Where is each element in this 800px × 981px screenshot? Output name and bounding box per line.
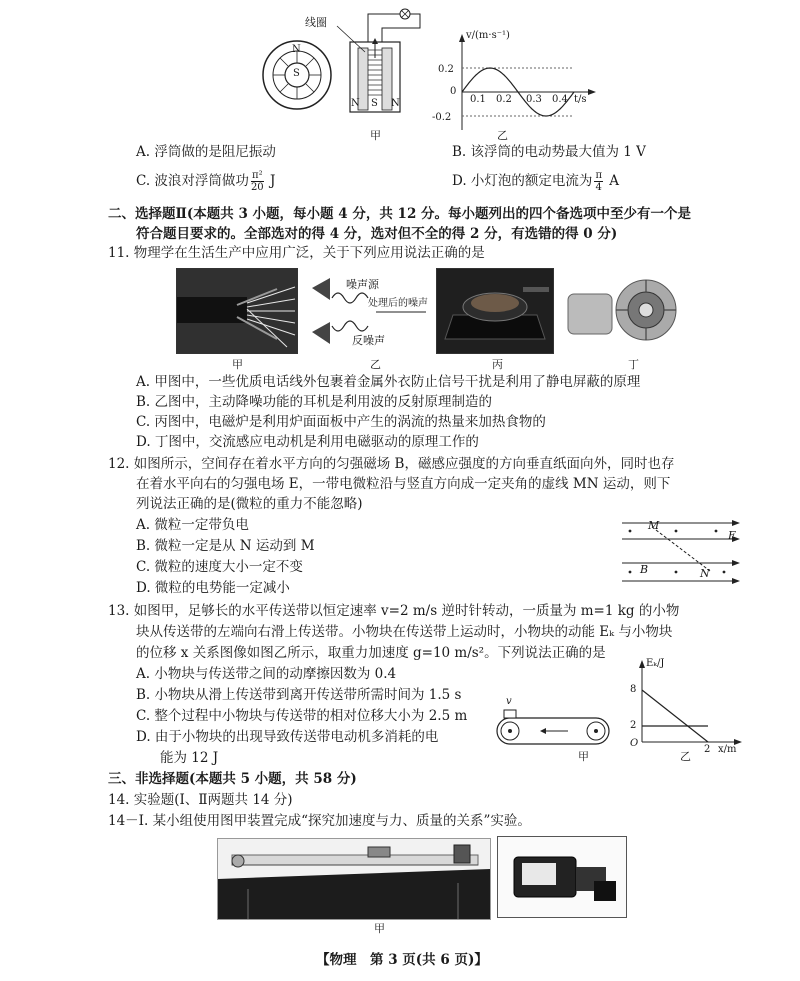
graph-ytick-pos: 0.2: [438, 64, 454, 75]
q10-velocity-graph: [420, 30, 600, 130]
q13-graph-y8: 8: [630, 684, 637, 695]
q11-caption-bing: 丙: [492, 358, 503, 371]
q13-option-d: D. 由于小物块的出现导致传送带电动机多消耗的电: [136, 729, 439, 745]
photo-track-apparatus: [217, 838, 491, 920]
q13-option-a: A. 小物块与传送带之间的动摩擦因数为 0.4: [136, 666, 397, 682]
q12-option-a: A. 微粒一定带负电: [136, 517, 249, 533]
photo-timer-device: [497, 836, 627, 918]
q12-field-diagram: [618, 515, 748, 593]
photo-induction-cooker: [436, 268, 554, 354]
q11-option-c: C. 丙图中，电磁炉是利用炉面面板中产生的涡流的热量来加热食物的: [136, 414, 546, 430]
q12-stem-line3: 列说法正确的是(微粒的重力不能忽略): [136, 496, 363, 512]
graph-ytick-neg: -0.2: [432, 112, 452, 123]
q14-part1-stem: 14－Ⅰ. 某小组使用图甲装置完成“探究加速度与力、质量的关系”实验。: [108, 813, 531, 829]
q13-caption-jia: 甲: [578, 750, 589, 763]
graph-origin: 0: [450, 86, 457, 97]
q13-graph-y2: 2: [630, 720, 637, 731]
label-noise-source: 噪声源: [346, 278, 379, 291]
q10-figure-apparatus: [255, 0, 425, 125]
q11-caption-yi: 乙: [370, 358, 381, 371]
q13-graph-ylabel: Eₖ/J: [646, 658, 665, 669]
coil-label: 线圈: [305, 16, 327, 29]
section3-heading: 三、非选择题(本题共 5 小题，共 58 分): [108, 771, 357, 787]
photo-cable: [176, 268, 298, 354]
q12-option-b: B. 微粒一定是从 N 运动到 M: [136, 538, 315, 554]
q14-heading: 14. 实验题(Ⅰ、Ⅱ两题共 14 分): [108, 792, 293, 808]
q12-stem-line2: 在着水平向右的匀强电场 E，一带电微粒沿与竖直方向成一定夹角的虚线 MN 运动，则下: [136, 476, 671, 492]
ring-magnet-s: S: [293, 68, 300, 79]
fraction-pi-4: $\frac{\pi}{4}$: [595, 170, 603, 193]
q12-label-b: B: [640, 563, 649, 576]
q10-option-a: A. 浮筒做的是阻尼振动: [136, 144, 276, 160]
q13-conveyor-diagram: [496, 696, 612, 766]
q12-option-c: C. 微粒的速度大小一定不变: [136, 559, 303, 575]
q14-caption-jia: 甲: [374, 922, 385, 935]
q13-graph-x2: 2: [704, 744, 711, 755]
photo-induction-motor: [560, 268, 680, 352]
q11-option-a: A. 甲图中，一些优质电话线外包裹着金属外衣防止信号干扰是利用了静电屏蔽的原理: [136, 374, 641, 390]
page-footer: 【物理 第 3 页(共 6 页)】: [316, 952, 488, 968]
q12-label-m: M: [648, 519, 660, 532]
q13-caption-yi: 乙: [680, 750, 691, 763]
label-processed-noise: 处理后的噪声: [368, 298, 428, 309]
q10-option-c: C. 波浪对浮筒做功 $\frac{\text{π²}}{20}$ J: [136, 170, 276, 193]
q12-stem-line1: 12. 如图所示，空间存在着水平方向的匀强磁场 B，磁感应强度的方向垂直纸面向外，同时也存: [108, 456, 675, 472]
q13-energy-graph: [626, 660, 746, 760]
q10-option-d: D. 小灯泡的额定电流为 $\frac{\pi}{4}$ A: [452, 170, 620, 193]
q13-stem-line1: 13. 如图甲，足够长的水平传送带以恒定速率 v=2 m/s 逆时针转动，一质量为 m=1 kg 的小物: [108, 603, 680, 619]
fraction-pi2-20: $\frac{\text{π²}}{20}$: [250, 170, 264, 193]
q11-caption-jia: 甲: [232, 358, 243, 371]
graph-xtick-2: 0.2: [496, 94, 512, 105]
label-anti-noise: 反噪声: [352, 334, 385, 347]
graph-xlabel: t/s: [574, 94, 587, 105]
q10-caption-yi: 乙: [497, 129, 508, 142]
q12-option-d: D. 微粒的电势能一定减小: [136, 580, 290, 596]
diagram-noise-cancel: [306, 268, 428, 352]
q12-label-n: N: [700, 567, 710, 580]
q11-caption-ding: 丁: [628, 358, 639, 371]
ring-magnet-n-top: N: [292, 44, 301, 55]
q13-graph-origin: O: [630, 738, 639, 749]
q11-stem: 11. 物理学在生活生产中应用广泛，关于下列应用说法正确的是: [108, 245, 485, 261]
q10-caption-jia: 甲: [370, 129, 381, 142]
graph-ylabel: v/(m·s⁻¹): [466, 30, 510, 41]
q13-option-c: C. 整个过程中小物块与传送带的相对位移大小为 2.5 m: [136, 708, 468, 724]
q13-option-b: B. 小物块从滑上传送带到离开传送带所需时间为 1.5 s: [136, 687, 462, 703]
q12-label-e: E: [728, 529, 737, 542]
q11-option-d: D. 丁图中，交流感应电动机是利用电磁驱动的原理工作的: [136, 434, 479, 450]
q13-stem-line3: 的位移 x 关系图像如图乙所示，取重力加速度 g=10 m/s²。下列说法正确的是: [136, 645, 606, 661]
graph-xtick-4: 0.4: [552, 94, 568, 105]
graph-xtick-3: 0.3: [526, 94, 542, 105]
bottom-pole-1: N: [351, 98, 360, 109]
q11-option-b: B. 乙图中，主动降噪功能的耳机是利用波的反射原理制造的: [136, 394, 493, 410]
q13-graph-xlabel: x/m: [718, 744, 737, 755]
bottom-pole-3: N: [391, 98, 400, 109]
section2-heading-line1: 二、选择题Ⅱ(本题共 3 小题，每小题 4 分，共 12 分。每小题列出的四个备选项中至少有一个是: [108, 206, 692, 222]
q13-velocity-label: v: [506, 696, 512, 707]
bottom-pole-2: S: [371, 98, 378, 109]
q10-option-b: B. 该浮筒的电动势最大值为 1 V: [452, 144, 646, 160]
graph-xtick-1: 0.1: [470, 94, 486, 105]
section2-heading-line2: 符合题目要求的。全部选对的得 4 分，选对但不全的得 2 分，有选错的得 0 分): [136, 226, 618, 242]
q13-option-d-cont: 能为 12 J: [160, 750, 219, 766]
q13-stem-line2: 块从传送带的左端向右滑上传送带。小物块在传送带上运动时，小物块的动能 Eₖ 与小物块: [136, 624, 673, 640]
